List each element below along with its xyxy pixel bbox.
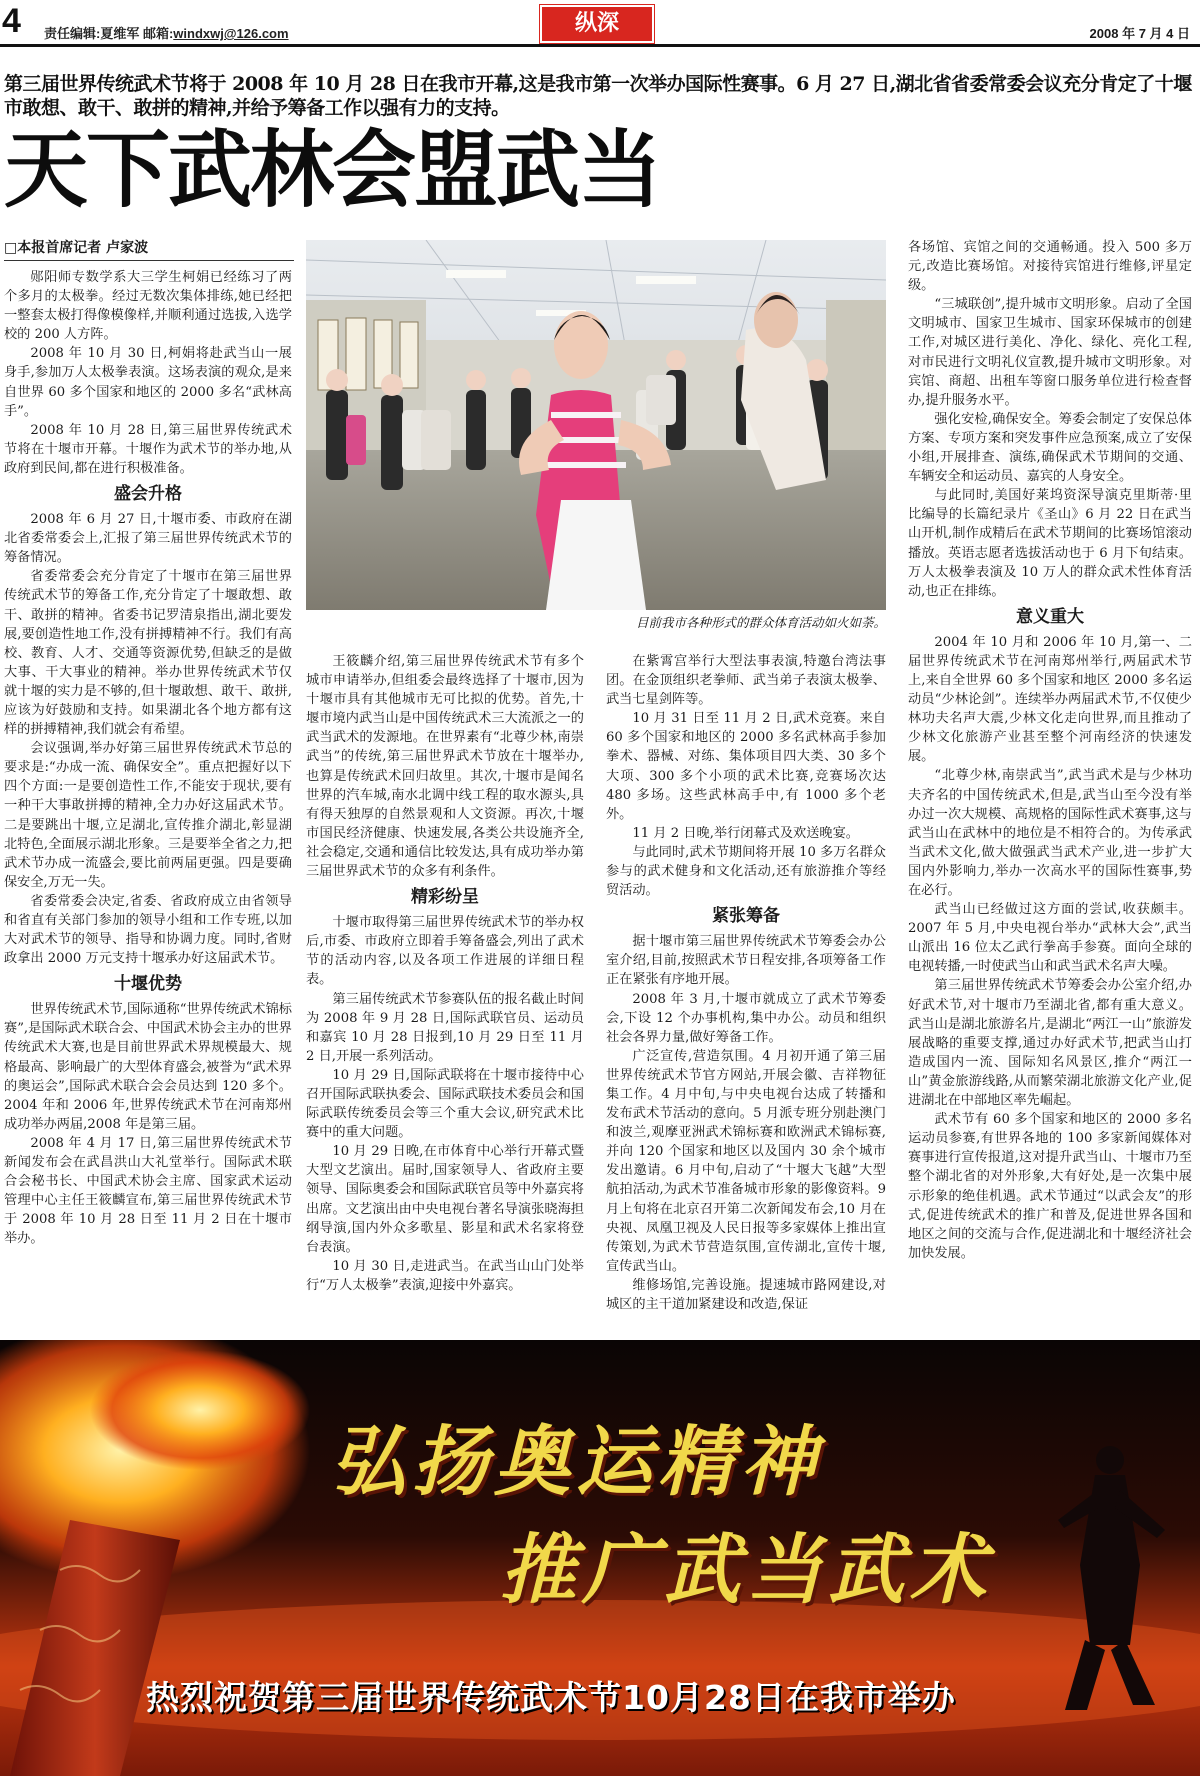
section-heading: 十堰优势 — [114, 974, 182, 995]
paragraph: 2008 年 10 月 30 日,柯娟将赴武当山一展身手,参加万人太极拳表演。这场表演的观众,是来自世界 60 多个国家和地区的 2000 多名“武林高手”。 — [4, 346, 292, 419]
paragraph: 10 月 30 日,走进武当。在武当山山门处举行“万人太极拳”表演,迎接中外嘉宾。 — [306, 1258, 584, 1293]
photo-illustration — [306, 240, 886, 610]
section-heading: 精彩纷呈 — [411, 887, 479, 908]
byline: □本报首席记者 卢家波 — [4, 238, 294, 261]
paragraph: 武当山已经做过这方面的尝试,收获颇丰。2007 年 5 月,中央电视台举办“武林大会”,武当山派出 16 位太乙武行拳高手参赛。面向全球的电视转播,一时使武当山和武当武术名声大噪。 — [908, 902, 1192, 975]
section-heading: 紧张筹备 — [712, 906, 780, 927]
paragraph: 2008 年 10 月 28 日,第三届世界传统武术节将在十堰市开幕。十堰作为武术节的举办地,从政府到民间,都在进行积极准备。 — [4, 422, 292, 476]
editor-email-link[interactable]: windxwj@126.com — [173, 26, 289, 41]
paragraph: 第三届世界传统武术节筹委会办公室介绍,办好武术节,对十堰市乃至湖北省,都有重大意义。武当山是湖北旅游名片,是湖北“两江一山”旅游发展战略的重要支撑,通过办好武术节,把武当山打造成国内一流、国际知名风景区,推介“两江一山”黄金旅游线路,从而繁荣湖北旅游文化产业,促进湖北在中部地区率先崛起。 — [908, 978, 1192, 1109]
paragraph: 维修场馆,完善设施。提速城市路网建设,对城区的主干道加紧建设和改造,保证 — [606, 1277, 886, 1312]
header-rule — [0, 44, 1200, 47]
banner-caption: 热烈祝贺第三届世界传统武术节10月28日在我市举办 — [146, 1678, 956, 1717]
article-column-4 — [908, 238, 1192, 1263]
paragraph: 十堰市取得第三届世界传统武术节的举办权后,市委、市政府立即着手筹备盛会,列出了武术节的活动内容,以及各项工作进展的详细日程表。 — [306, 915, 584, 988]
paragraph: 2008 年 6 月 27 日,十堰市委、市政府在湖北省委常委会上,汇报了第三届世界传统武术节的筹备情况。 — [4, 512, 292, 566]
banner-slogan-line-1: 弘扬奥运精神 — [330, 1417, 822, 1506]
paragraph: 2008 年 4 月 17 日,第三届世界传统武术节新闻发布会在武昌洪山大礼堂举行。国际武术联合会秘书长、中国武术协会主席、国家武术运动管理中心主任王筱麟宣布,第三届世界传统武术节于 2008 年 10 月 28 日至 11 月 2 日在十堰市举办。 — [4, 1135, 292, 1247]
editor-line — [44, 26, 289, 42]
paragraph: “北尊少林,南崇武当”,武当武术是与少林功夫齐名的中国传统武术,但是,武当山至今没有举办过一次大规模、高规格的国际性武术赛事,这与武当山在武林中的地位是不相符合的。为传承武当武术文化,做大做强武当武术产业,进一步扩大国内外影响力,举办一次高水平的国际性赛事,势在必行。 — [908, 768, 1192, 898]
paragraph: 广泛宣传,营造氛围。4 月初开通了第三届世界传统武术节官方网站,开展会徽、吉祥物征集工作。4 月中旬,与中央电视台达成了转播和发布武术节活动的意向。5 月派专班分别赴澳门和波兰,观摩亚洲武术锦标赛和欧洲武术锦标赛,并向 120 个国家和地区以及国内 30 余个城市发出邀请。6 月中旬,启动了“十堰大飞越”大型航拍活动,为武术节准备城市形象的影像资料。9 月上旬将在北京召开第二次新闻发布会,10 月在央视、凤凰卫视及人民日报等多家媒体上推出宣传策划,为武术节营造氛围,宣传湖北,宣传十堰,宣传武当山。 — [606, 1048, 886, 1274]
paragraph: 王筱麟介绍,第三届世界传统武术节有多个城市申请举办,但组委会最终选择了十堰市,因为十堰市具有其他城市无可比拟的优势。首先,十堰市境内武当山是中国传统武术三大流派之一的武当武术的发源地。在世界素有“北尊少林,南崇武当”的传统,第三届世界武术节放在十堰举办,也算是传统武术回归故里。其次,十堰市是闻名世界的汽车城,南水北调中线工程的取水源头,具有得天独厚的自然景观和人文资源。再次,十堰市国民经济健康、快速发展,各类公共设施齐全,社会稳定,交通和通信比较发达,具有成功举办第三届世界武术节的众多有利条件。 — [306, 654, 584, 880]
paragraph: “三城联创”,提升城市文明形象。启动了全国文明城市、国家卫生城市、国家环保城市的创建工作,对城区进行美化、净化、绿化、亮化工程,对市民进行文明礼仪宣教,提升城市文明形象。对宾馆、商超、出租车等窗口服务单位进行检查督办,提升服务水平。 — [908, 297, 1192, 408]
paragraph: 世界传统武术节,国际通称“世界传统武术锦标赛”,是国际武术联合会、中国武术协会主办的世界传统武术大赛,也是目前世界武术界规模最大、规格最高、影响最广的大型体育盛会,被誉为“武术界的奥运会”,国际武术联合会会员达到 120 多个。2004 年和 2006 年,世界传统武术节在河南郑州成功举办两届,2008 年是第三届。 — [4, 1002, 292, 1132]
paragraph: 10 月 29 日晚,在市体育中心举行开幕式暨大型文艺演出。届时,国家领导人、省政府主要领导、国际奥委会和国际武联官员等中外嘉宾将出席。文艺演出由中央电视台著名导演张晓海担纲导演,国内外众多歌星、影星和武术名家将登台表演。 — [306, 1144, 584, 1255]
paragraph: 郧阳师专数学系大三学生柯娟已经练习了两个多月的太极拳。经过无数次集体排练,她已经把一整套太极打得像模像样,并顺利通过选拔,入选学校的 200 人方阵。 — [4, 270, 292, 343]
paragraph: 10 月 29 日,国际武联将在十堰市接待中心召开国际武联执委会、国际武联技术委员会和国际武联传统委员会等三个重大会议,研究武术比赛中的重大问题。 — [306, 1067, 584, 1141]
paragraph: 各场馆、宾馆之间的交通畅通。投入 500 多万元,改造比赛场馆。对接待宾馆进行维修,评星定级。 — [908, 240, 1192, 294]
paragraph: 2008 年 3 月,十堰市就成立了武术节筹委会,下设 12 个办事机构,集中办公。动员和组织社会各界力量,做好筹备工作。 — [606, 991, 886, 1045]
paragraph: 武术节有 60 多个国家和地区的 2000 多名运动员参赛,有世界各地的 100 多家新闻媒体对赛事进行宣传报道,这对提升武当山、十堰市乃至整个湖北省的对外形象,大有好处,是一次集中展示形象的绝佳机遇。武术节通过“以武会友”的形式,促进传统武术的推广和普及,促进世界各国和地区之间的交流与合作,促进湖北和十堰经济社会加快发展。 — [908, 1112, 1192, 1261]
section-tag: 纵深 — [540, 5, 654, 43]
paragraph: 省委常委会决定,省委、省政府成立由省领导和省直有关部门参加的领导小组和工作专班,以加大对武术节的领导、指导和协调力度。同时,省财政拿出 2000 万元支持十堰承办好这届武术节。 — [4, 893, 292, 967]
paragraph: 据十堰市第三届世界传统武术节筹委会办公室介绍,目前,按照武术节日程安排,各项筹备工作正在紧张有序地开展。 — [606, 934, 886, 988]
paragraph: 2004 年 10 月和 2006 年 10 月,第一、二届世界传统武术节在河南郑州举行,两届武术节上,来自全世界 60 多个国家和地区 2000 多名运动员“少林论剑”。连续举办两届武术节,不仅使少林功夫名声大震,少林文化走向世界,而且推动了少林文化旅游产业甚至整个河南经济的快速发展。 — [908, 634, 1192, 765]
paragraph: 与此同时,武术节期间将开展 10 多万名群众参与的武术健身和文化活动,还有旅游推介等经贸活动。 — [606, 844, 886, 899]
page-number: 4 — [2, 2, 21, 40]
article-column-1 — [4, 268, 292, 1249]
section-heading: 盛会升格 — [114, 484, 182, 505]
article-column-3 — [606, 652, 886, 1314]
headline: 天下武林会盟武当 — [4, 121, 661, 219]
banner-slogan-line-2: 推广武当武术 — [500, 1525, 992, 1614]
paragraph: 第三届传统武术节参赛队伍的报名截止时间为 2008 年 9 月 28 日,国际武联官员、运动员和嘉宾 10 月 28 日报到,10 月 29 日至 11 月 2 日,开展一系列活动。 — [306, 991, 584, 1064]
editor-label: 责任编辑:夏维军 邮箱: — [44, 26, 174, 41]
paragraph: 10 月 31 日至 11 月 2 日,武术竞赛。来自 60 多个国家和地区的 2000 多名武林高手参加拳术、器械、对练、集体项目四大类、30 多个大项、300 多个小项的武术比赛,竞赛场次达 480 多场。这些武林高手中,有 1000 多个老外。 — [606, 711, 886, 822]
paragraph: 11 月 2 日晚,举行闭幕式及欢送晚宴。 — [632, 825, 859, 841]
photo-tai-chi-practice — [306, 240, 886, 610]
section-heading: 意义重大 — [1016, 606, 1084, 627]
photo-caption: 目前我市各种形式的群众体育活动如火如荼。 — [635, 615, 886, 630]
issue-date: 2008 年 7 月 4 日 — [1089, 26, 1190, 41]
article-column-2 — [306, 652, 584, 1295]
paragraph: 省委常委会充分肯定了十堰市在第三届世界传统武术节的筹备工作,充分肯定了十堰敢想、敢干、敢拼的精神。省委书记罗清泉指出,湖北要发展,要创造性地工作,没有拼搏精神不行。我们有高校、教育、人才、交通等资源优势,但缺乏的是做大事、干大事业的精神。举办世界传统武术节仅就十堰的实力是不够的,但十堰敢想、敢干、敢拼,应该为好鼓励和支持。如果湖北各个地方都有这样的拼搏精神,我们就会有希望。 — [4, 569, 292, 738]
paragraph: 与此同时,美国好莱坞资深导演克里斯蒂·里比编导的长篇纪录片《圣山》6 月 22 日在武当山开机,制作成精后在武术节期间的比赛场馆滚动播放。英语志愿者选拔活动也于 6 月下旬结束。万人太极拳表演及 10 万人的群众武术性体育活动,也正在排练。 — [908, 488, 1192, 599]
paragraph: 强化安检,确保安全。筹委会制定了安保总体方案、专项方案和突发事件应急预案,成立了安保小组,开展排查、演练,确保武术节期间的交通、车辆安全和运动员、嘉宾的人身安全。 — [908, 411, 1192, 485]
paragraph: 在紫霄宫举行大型法事表演,特邀台湾法事团。在金顶组织老拳师、武当弟子表演太极拳、武当七星剑阵等。 — [606, 654, 886, 708]
lead-paragraph: 第三届世界传统武术节将于 2008 年 10 月 28 日在我市开幕,这是我市第一次举办国际性赛事。6 月 27 日,湖北省省委常委会议充分肯定了十堰市敢想、敢干、敢拼的精神,并给予筹备工作以强有力的支持。 — [4, 73, 1192, 119]
paragraph: 会议强调,举办好第三届世界传统武术节总的要求是:“办成一流、确保安全”。重点把握好以下四个方面:一是要创造性工作,不能安于现状,要有一种干大事敢拼搏的精神,全力办好这届武术节。二是要跳出十堰,立足湖北,宣传推介湖北,彰显湖北特色,全面展示湖北形象。三是要举全省之力,把武术节办成一流盛会,要比前两届更强。四是要确保安全,万无一失。 — [4, 741, 292, 890]
